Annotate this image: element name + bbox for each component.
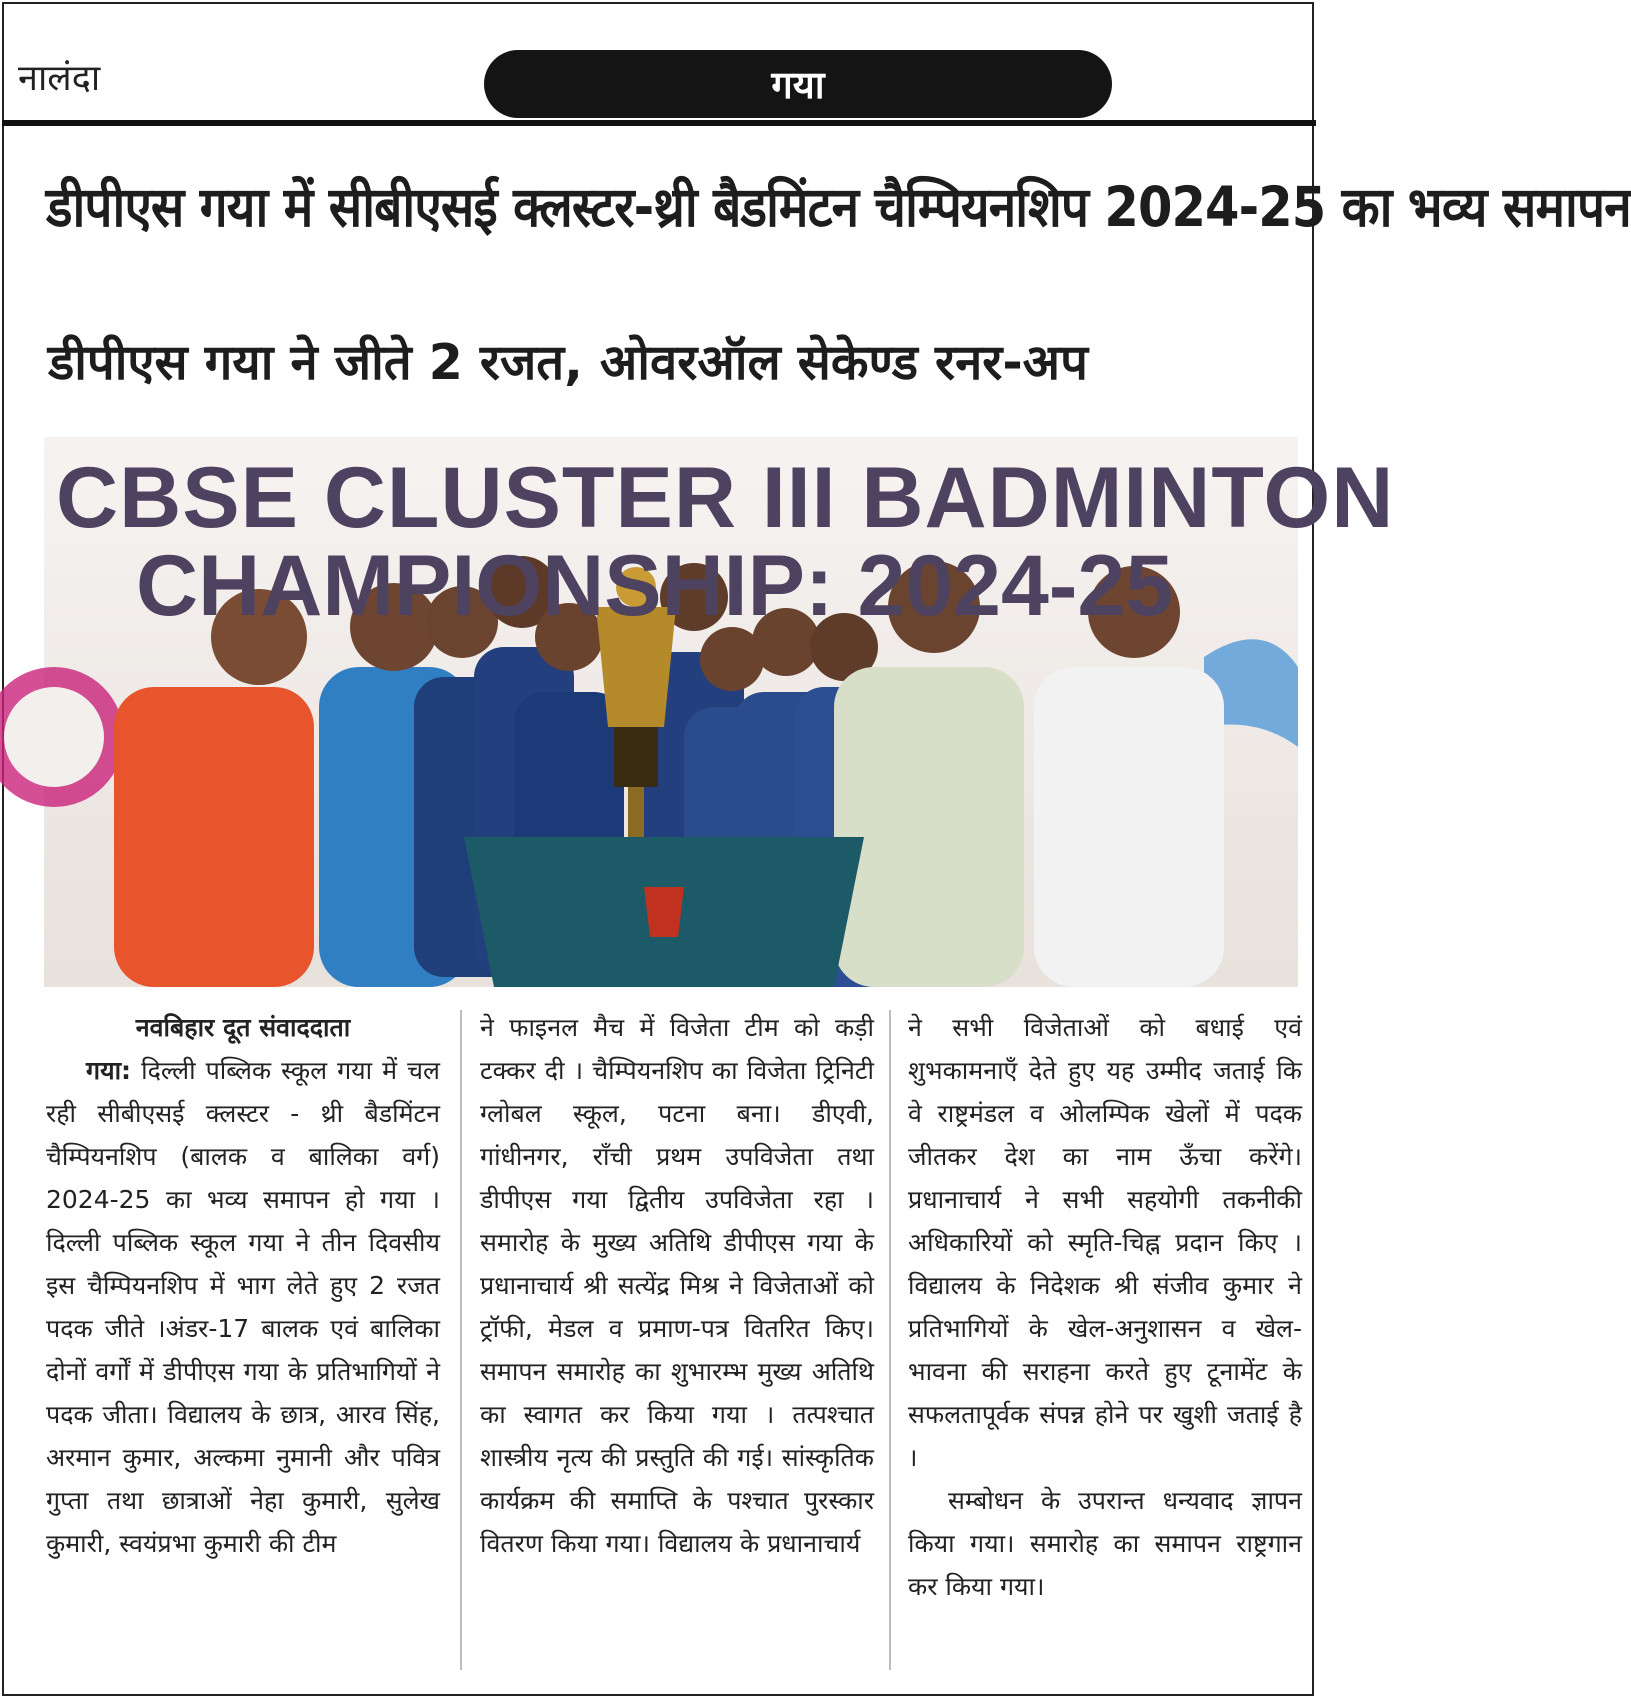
column-2-text: ने फाइनल मैच में विजेता टीम को कड़ी टक्कर दी । चैम्पियनशिप का विजेता ट्रिनिटी ग्लोबल स्कूल, पटना बना। डीएवी, गांधीनगर, राँची प्रथम उपविजेता तथा डीपीएस गया द्वितीय उपविजेता रहा । समारोह के मुख्य अतिथि डीपीएस गया के प्रधानाचार्य श्री सत्येंद्र मिश्र ने विजेताओं को ट्रॉफी, मेडल व प्रमाण-पत्र वितरित किए। समापन समारोह का शुभारम्भ मुख्य अतिथि का स्वागत कर किया गया । तत्पश्चात शास्त्रीय नृत्य की प्रस्तुति की गई। सांस्कृतिक कार्यक्रम की समाप्ति के पश्चात पुरस्कार वितरण किया गया। विद्यालय के प्रधानाचार्य (480, 1013, 874, 1558)
column-divider (460, 1010, 462, 1670)
news-photo (44, 437, 1395, 987)
header-rule (2, 120, 1316, 126)
city-section-label: गया (771, 63, 825, 107)
article-paragraph (46, 1049, 440, 1565)
column-3-text: ने सभी विजेताओं को बधाई एवं शुभकामनाएँ देते हुए यह उम्मीद जताई कि वे राष्ट्रमंडल व ओलम्पिक खेलों में पदक जीतकर देश का नाम ऊँचा करेंगे। प्रधानाचार्य ने सभी सहयोगी तकनीकी अधिकारियों को स्मृति-चिह्न प्रदान किए । विद्यालय के निदेशक श्री संजीव कुमार ने प्रतिभागियों के खेल-अनुशासन व खेल-भावना की सराहना करते हुए टूनामेंट के सफलतापूर्वक संपन्न होने पर खुशी जताई है । (908, 1013, 1302, 1472)
headline: डीपीएस गया में सीबीएसई क्लस्टर-थ्री बैडमिंटन चैम्पियनशिप 2024-25 का भव्य समापन (46, 175, 1631, 239)
subheadline: डीपीएस गया ने जीते 2 रजत, ओवरऑल सेकेण्ड रनर-अप (48, 334, 1088, 391)
city-section-pill (484, 50, 1112, 118)
photo-banner-line2: CHAMPIONSHIP: 2024-25 (136, 538, 1174, 634)
article-column-2 (480, 1006, 874, 1565)
column-1-text: दिल्ली पब्लिक स्कूल गया में चल रही सीबीएसई क्लस्टर - थ्री बैडमिंटन चैम्पियनशिप (बालक व बालिका वर्ग) 2024-25 का भव्य समापन हो गया । दिल्ली पब्लिक स्कूल गया ने तीन दिवसीय इस चैम्पियनशिप में भाग लेते हुए 2 रजत पदक जीते ।अंडर-17 बालक एवं बालिका दोनों वर्गों में डीपीएस गया के प्रतिभागियों ने पदक जीता। विद्यालय के छात्र, आरव सिंह, अरमान कुमार, अल्कमा नुमानी और पवित्र गुप्ता तथा छात्राओं नेहा कुमारी, सुलेख कुमारी, स्वयंप्रभा कुमारी की टीम (46, 1056, 440, 1558)
photo-banner-line1: CBSE CLUSTER III BADMINTON (56, 450, 1395, 546)
article-column-1 (46, 1006, 440, 1565)
newspaper-header (0, 0, 1318, 124)
edition-label: नालंदा (18, 58, 101, 99)
byline: नवबिहार दूत संवाददाता (135, 1013, 351, 1042)
column-divider (889, 1010, 891, 1670)
dateline: गया: (86, 1056, 132, 1085)
column-3-text-closing: सम्बोधन के उपरान्त धन्यवाद ज्ञापन किया गया। समारोह का समापन राष्ट्रगान कर किया गया। (908, 1486, 1302, 1601)
article-column-3 (908, 1006, 1302, 1608)
